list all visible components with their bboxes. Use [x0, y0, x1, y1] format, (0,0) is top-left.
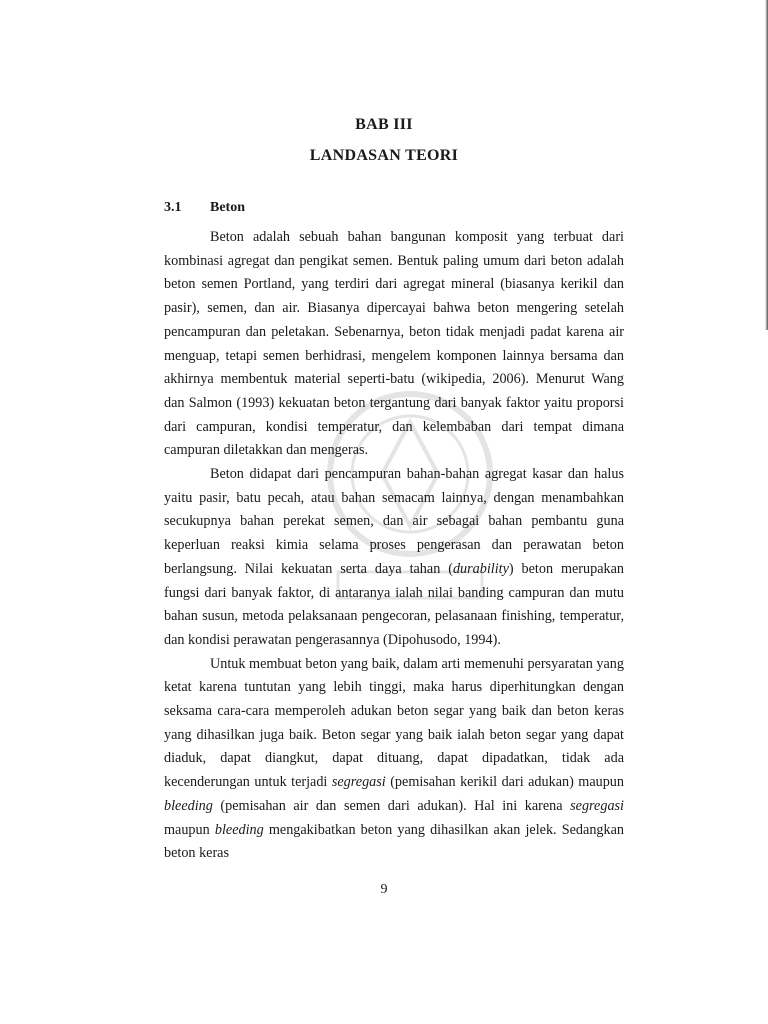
- body-text: [164, 226, 624, 866]
- chapter-title: LANDASAN TEORI: [309, 147, 459, 164]
- paragraph: [164, 226, 624, 463]
- text-run: maupun: [164, 821, 215, 838]
- italic-term: segregasi: [570, 797, 624, 814]
- italic-term: segregasi: [331, 774, 386, 791]
- text-run: (pemisahan air dan semen dari adukan). Hal ini karena: [212, 797, 571, 814]
- paragraph: [164, 463, 624, 653]
- text-run: Beton adalah sebuah bahan bangunan komposit yang terbuat dari kombinasi agregat dan pengikat semen. Bentuk paling umum dari beton adalah beton semen Portland, yang terdiri dari agregat mineral (biasanya kerikil dan pasir), semen, dan air. Biasanya dipercayai bahwa beton mengering setelah pencampuran dan peletakan. Sebenarnya, beton tidak menjadi padat karena air menguap, tetapi semen berhidrasi, mengelem komponen lainnya bersama dan akhirnya membentuk material seperti-batu (wikipedia, 2006). Menurut Wang dan Salmon (1993) kekuatan beton tergantung dari banyak faktor yaitu proporsi dari campuran, kondisi temperatur, dan kelembaban dari tempat dimana campuran diletakkan dan mengeras.: [164, 229, 624, 459]
- text-run: (pemisahan kerikil dari adukan) maupun: [385, 774, 624, 791]
- text-run: mengakibatkan beton yang dihasilkan akan jelek. Sedangkan beton keras: [164, 821, 624, 862]
- text-run: Untuk membuat beton yang baik, dalam arti memenuhi persyaratan yang ketat karena tuntutan yang lebih tinggi, maka harus diperhitungkan dengan seksama cara-cara memperoleh adukan beton segar yang baik dan beton keras yang dihasilkan juga baik. Beton segar yang baik ialah beton segar yang dapat diaduk, dapat diangkut, dapat dituang, dapat dipadatkan, tidak ada kecenderungan untuk terjadi: [164, 655, 624, 791]
- text-run: ) beton merupakan fungsi dari banyak faktor, di antaranya ialah nilai banding campuran dan mutu bahan susun, metoda pelaksanaan pengecoran, pelasanaan finishing, temperatur, dan kondisi perawatan pengerasannya (Dipohusodo, 1994).: [164, 560, 624, 648]
- section-number: 3.1: [164, 200, 182, 215]
- section-heading: [164, 200, 245, 216]
- italic-term: durability: [452, 560, 509, 577]
- chapter-number: BAB III: [355, 116, 413, 133]
- italic-term: bleeding: [164, 797, 213, 814]
- page-number: 9: [380, 882, 388, 897]
- text-run: Beton didapat dari pencampuran bahan-bahan agregat kasar dan halus yaitu pasir, batu pecah, atau bahan semacam lainnya, dengan menambahkan secukupnya bahan perekat semen, dan air sebagai bahan pembantu guna keperluan reaksi kimia selama proses pengerasan dan perawatan beton berlangsung. Nilai kekuatan serta daya tahan (: [164, 466, 624, 577]
- italic-term: bleeding: [214, 821, 264, 838]
- paragraph: [164, 653, 624, 866]
- section-title: Beton: [210, 200, 245, 215]
